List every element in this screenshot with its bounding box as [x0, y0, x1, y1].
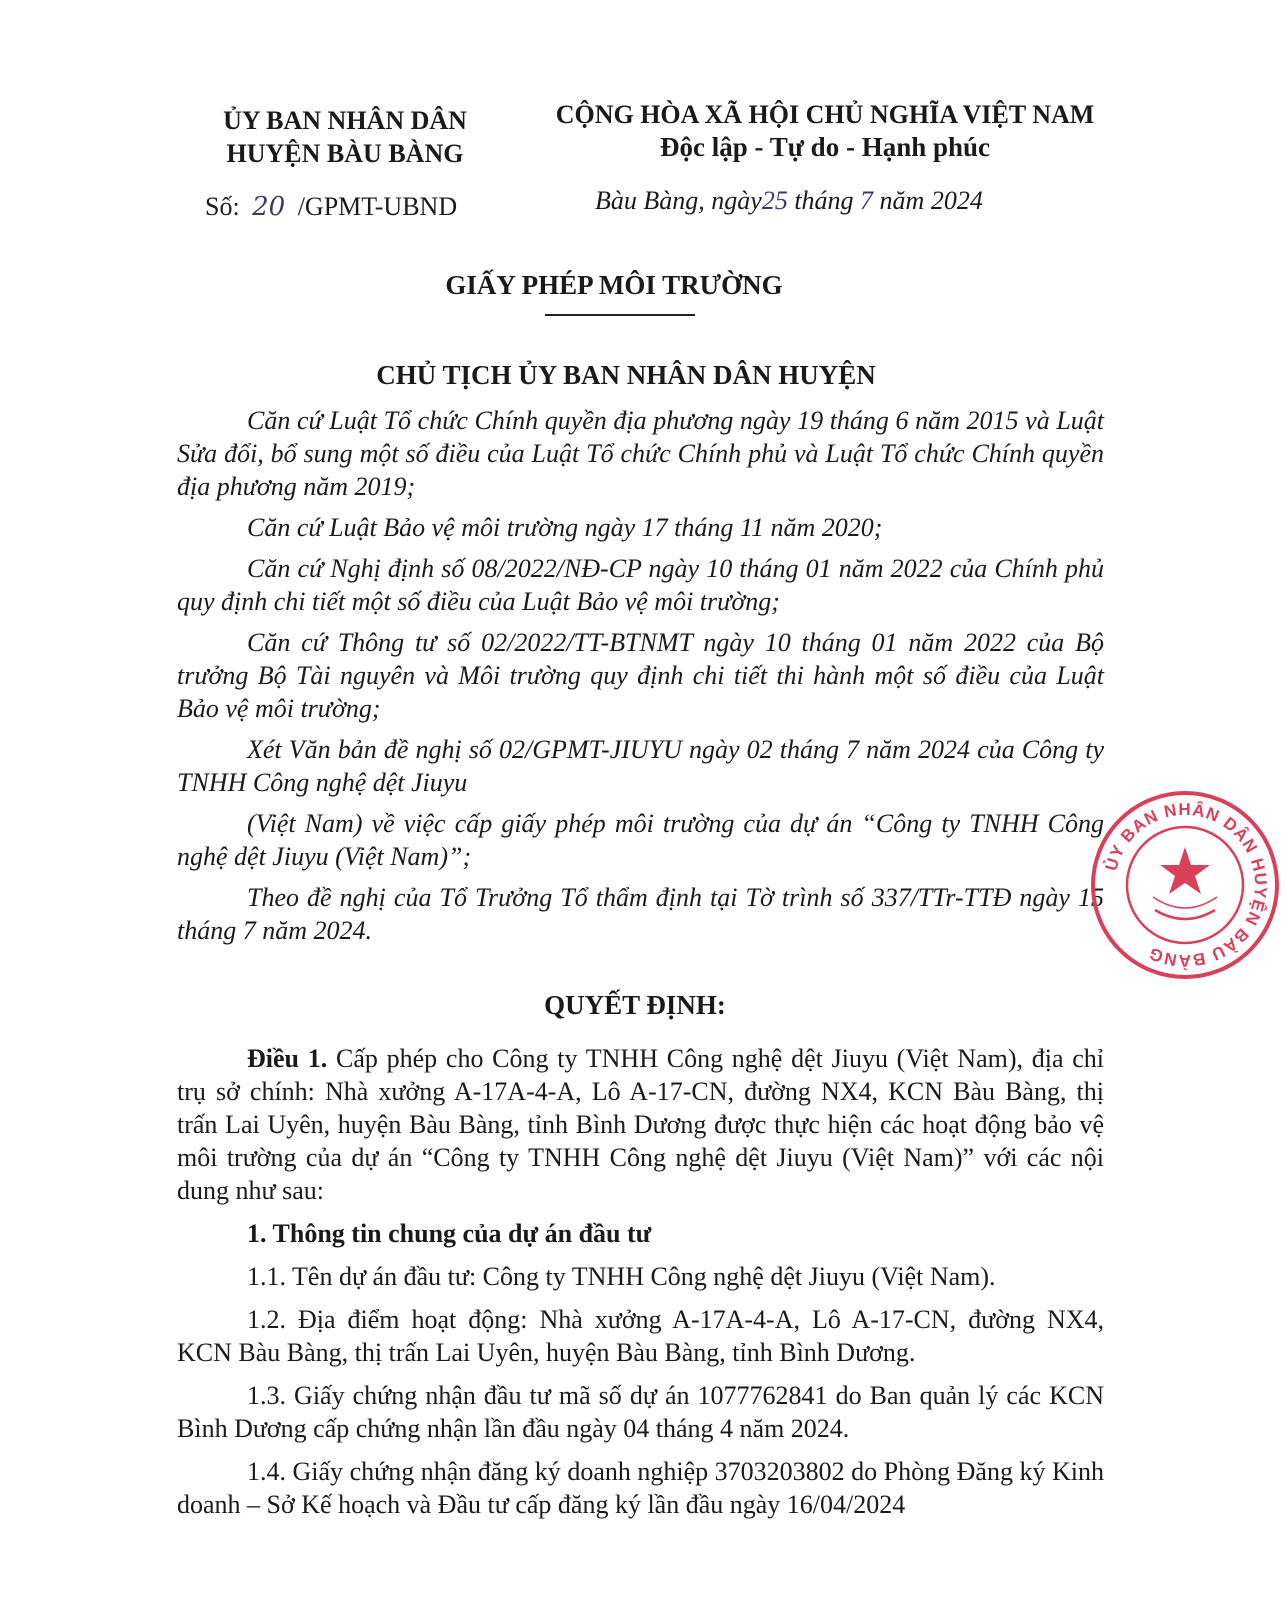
national-header [540, 98, 1110, 168]
handwritten-month: 7 [860, 186, 874, 215]
preamble-item: (Việt Nam) về việc cấp giấy phép môi trường của dự án “Công ty TNHH Công nghệ dệt Jiuyu (Việt Nam)”; [177, 809, 1104, 871]
preamble-item: Căn cứ Nghị định số 08/2022/NĐ-CP ngày 10 tháng 01 năm 2022 của Chính phủ quy định chi tiết một số điều của Luật Bảo vệ môi trường; [177, 554, 1104, 616]
issuing-authority-line2: HUYỆN BÀU BÀNG [226, 139, 464, 168]
article-1-text: Cấp phép cho Công ty TNHH Công nghệ dệt Jiuyu (Việt Nam), địa chỉ trụ sở chính: Nhà xưởng A-17A-4-A, Lô A-17-CN, đường NX4, KCN Bàu Bàng, thị trấn Lai Uyên, huyện Bàu Bàng, tỉnh Bình Dương được thực hiện các hoạt động bảo vệ môi trường của dự án “Công ty TNHH Công nghệ dệt Jiuyu (Việt Nam)” với các nội dung như sau: [177, 1044, 1105, 1205]
handwritten-number: 20 [252, 192, 286, 222]
title-underline [545, 314, 695, 316]
signing-authority: CHỦ TỊCH ỦY BAN NHÂN DÂN HUYỆN [376, 360, 876, 390]
date-month-label: tháng [794, 186, 854, 215]
national-title: CỘNG HÒA XÃ HỘI CHỦ NGHĨA VIỆT NAM [555, 100, 1095, 129]
list-item: 1.1. Tên dự án đầu tư: Công ty TNHH Công nghệ dệt Jiuyu (Việt Nam). [247, 1262, 996, 1291]
seal-ring-text: ỦY BAN NHÂN DÂN HUYỆN BÀU BÀNG [1101, 799, 1271, 971]
preamble-item: Căn cứ Luật Tổ chức Chính quyền địa phương ngày 19 tháng 6 năm 2015 và Luật Sửa đổi, bổ sung một số điều của Luật Tổ chức Chính phủ và Luật Tổ chức Chính quyền địa phương năm 2019; [177, 406, 1104, 501]
handwritten-day: 25 [761, 186, 788, 215]
preamble [177, 404, 1104, 947]
date-place: Bàu Bàng, ngày [595, 186, 762, 215]
issuing-authority [190, 104, 500, 170]
section-1-title: 1. Thông tin chung của dự án đầu tư [247, 1219, 652, 1248]
list-item: 1.4. Giấy chứng nhận đăng ký doanh nghiệp 3703203802 do Phòng Đăng ký Kinh doanh – Sở Kế hoạch và Đầu tư cấp đăng ký lần đầu ngày 16/04/2024 [177, 1457, 1104, 1519]
number-suffix: /GPMT-UBND [297, 192, 458, 221]
official-seal [1085, 785, 1285, 985]
preamble-item: Theo đề nghị của Tổ Trưởng Tổ thẩm định tại Tờ trình số 337/TTr-TTĐ ngày 15 tháng 7 năm 2024. [177, 883, 1104, 945]
issuing-authority-line1: ỦY BAN NHÂN DÂN [223, 106, 467, 135]
document-title: GIẤY PHÉP MÔI TRƯỜNG [445, 270, 783, 300]
preamble-item: Xét Văn bản đề nghị số 02/GPMT-JIUYU ngày 02 tháng 7 năm 2024 của Công ty TNHH Công nghệ dệt Jiuyu [177, 735, 1104, 797]
decision-body [177, 1042, 1104, 1521]
preamble-item: Căn cứ Luật Bảo vệ môi trường ngày 17 tháng 11 năm 2020; [247, 513, 883, 542]
document-number [205, 192, 457, 222]
national-motto: Độc lập - Tự do - Hạnh phúc [659, 132, 991, 162]
number-prefix: Số: [205, 192, 240, 221]
issue-date [595, 186, 1115, 216]
preamble-item: Căn cứ Thông tư số 02/2022/TT-BTNMT ngày 10 tháng 01 năm 2022 của Bộ trưởng Bộ Tài nguyên và Môi trường quy định chi tiết thi hành một số điều của Luật Bảo vệ môi trường; [177, 628, 1104, 723]
date-year: năm 2024 [879, 186, 983, 215]
list-item: 1.2. Địa điểm hoạt động: Nhà xưởng A-17A-4-A, Lô A-17-CN, đường NX4, KCN Bàu Bàng, thị trấn Lai Uyên, huyện Bàu Bàng, tỉnh Bình Dương. [177, 1305, 1104, 1367]
decision-heading: QUYẾT ĐỊNH: [544, 990, 726, 1020]
list-item: 1.3. Giấy chứng nhận đầu tư mã số dự án 1077762841 do Ban quản lý các KCN Bình Dương cấp chứng nhận lần đầu ngày 04 tháng 4 năm 2024. [177, 1381, 1104, 1443]
article-1-label: Điều 1. [247, 1044, 328, 1073]
article-1 [177, 1042, 1104, 1207]
